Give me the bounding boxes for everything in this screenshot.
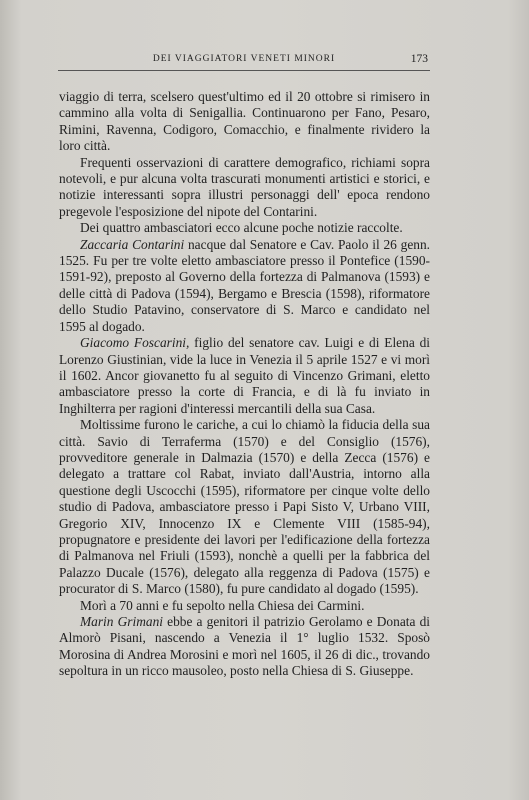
paragraph-text: Morì a 70 anni e fu sepolto nella Chiesa dei Carmini. <box>80 597 365 613</box>
paragraph <box>59 237 430 335</box>
paragraph-text: viaggio di terra, scelsero quest'ultimo ed il 20 ottobre si rimisero in cammino alla volta di Senigallia. Continuarono per Fano, Pesaro, Rimini, Ravenna, Codigoro, Comacchio, e finalmente rividero la loro città. <box>59 89 430 154</box>
paragraph <box>59 335 430 417</box>
paragraph <box>59 155 430 221</box>
paragraph <box>59 89 430 155</box>
paragraph-text: Moltissime furono le cariche, a cui lo chiamò la fiducia della sua città. Savio di Terraferma (1570) e del Consiglio (1576), provveditore generale in Dalmazia (1570) e della Zecca (1576) e delegato a trattare col Rabat, inviato dall'Austria, intorno alla questione degli Uscocchi (1595), riformatore per cinque volte dello studio di Padova, ambasciatore presso i Papi Sisto V, Urbano VIII, Gregorio XIV, Innocenzo IX e Clemente VIII (1585-94), propugnatore e presidente dei lavori per l'edificazione della fortezza di Palmanova nel Friuli (1593), nonchè a quelli per la fabbrica del Palazzo Ducale (1576), delegato alla reggenza di Padova (1575) e procurator di S. Marco (1580), fu pure candidato al dogado (1595). <box>59 417 430 597</box>
paragraph-text: Dei quattro ambasciatori ecco alcune poche notizie raccolte. <box>80 220 403 236</box>
running-title: DEI VIAGGIATORI VENETI MINORI <box>152 54 336 64</box>
person-name: Giacomo Foscarini, <box>80 335 190 351</box>
page-number: 173 <box>410 53 428 65</box>
page-body <box>59 89 430 680</box>
paragraph <box>59 614 430 680</box>
person-name: Marin Grimani <box>80 614 163 629</box>
paragraph <box>59 220 430 236</box>
paragraph-text: nacque dal Senatore e Cav. Paolo il 26 genn. 1525. Fu per tre volte eletto ambasciatore presso il Pontefice (1590-1591-92), preposto al Governo della fortezza di Palmanova (1593) e delle città di Padova (1594), Bergamo e Brescia (1598), riformatore dello Studio Patavino, conservatore di S. Marco e candidato nel 1595 al dogado. <box>59 236 430 334</box>
paragraph <box>59 598 430 614</box>
person-name: Zaccaria Contarini <box>80 236 185 252</box>
paragraph-text: Frequenti osservazioni di carattere demografico, richiami sopra notevoli, e pur alcuna volta trascurati monumenti artistici e storici, e notizie interessanti sopra illustri personaggi dell' epoca rendono pregevole l'esposizione del nipote del Contarini. <box>59 154 430 219</box>
paragraph <box>59 417 430 597</box>
paragraph-text: ebbe a genitori il patrizio Gerolamo e Donata di Almorò Pisani, nascendo a Venezia il 1° luglio 1532. Sposò Morosina di Andrea Morosini e morì nel 1605, il 26 di dic., trovando sepoltura in un ricco mausoleo, posto nella Chiesa di S. Giuseppe. <box>59 614 430 679</box>
page-header <box>58 52 430 71</box>
paragraph-text: figlio del senatore cav. Luigi e di Elena di Lorenzo Giustinian, vide la luce in Venezia il 5 aprile 1527 e vi morì il 1602. Ancor giovanetto fu al seguito di Vincenzo Grimani, eletto ambasciatore presso la corte di Francia, e di là fu inviato in Inghilterra per ragioni d'interessi mercantili della sua Casa. <box>59 335 430 416</box>
